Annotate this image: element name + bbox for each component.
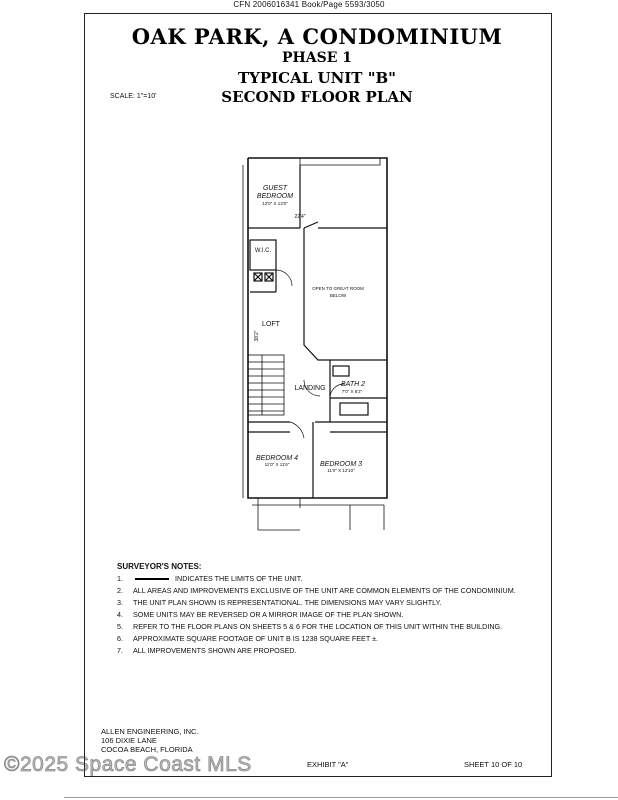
note-number: 1. [117, 574, 123, 583]
bedroom-4-dim: 11'0" X 11'6" [264, 462, 290, 467]
interior-walls [248, 165, 387, 498]
note-text: ALL IMPROVEMENTS SHOWN ARE PROPOSED. [133, 646, 297, 655]
stairs [248, 355, 284, 415]
title-phase: PHASE 1 [281, 50, 352, 66]
note-text: ALL AREAS AND IMPROVEMENTS EXCLUSIVE OF THE UNIT ARE COMMON ELEMENTS OF THE CONDOMINIUM. [133, 586, 516, 595]
note-item [117, 598, 537, 607]
dimension-side: 38'2" [254, 330, 260, 342]
note-text: APPROXIMATE SQUARE FOOTAGE OF UNIT B IS 1238 SQUARE FEET ±. [133, 634, 379, 643]
scale-label: SCALE: 1"=10' [110, 93, 157, 100]
note-number: 4. [117, 610, 123, 619]
note-number: 6. [117, 634, 123, 643]
bath-2-label: BATH 2 [341, 381, 365, 388]
mls-watermark: ©2025 Space Coast MLS [4, 753, 252, 776]
note-text: THE UNIT PLAN SHOWN IS REPRESENTATIONAL. THE DIMENSIONS MAY VARY SLIGHTLY. [133, 598, 442, 607]
dimension-top: 22'4" [294, 214, 306, 220]
loft-label: LOFT [262, 321, 280, 328]
bottom-rule [64, 797, 618, 798]
note-item [117, 586, 537, 595]
recording-reference: CFN 2006016341 Book/Page 5593/3050 [233, 0, 385, 9]
sheet-number: SHEET 10 OF 10 [464, 760, 523, 769]
open-to-great-room: OPEN TO GREAT ROOM [312, 286, 364, 291]
bedroom-4-label: BEDROOM 4 [255, 455, 299, 462]
surveyor-notes [117, 562, 537, 658]
note-item [117, 646, 537, 655]
note-number: 3. [117, 598, 123, 607]
firm-street: 106 DIXIE LANE [101, 736, 157, 745]
guest-bedroom-label-2: BEDROOM [256, 193, 294, 200]
guest-bedroom-dim: 12'0" X 13'0" [262, 201, 288, 206]
note-text: REFER TO THE FLOOR PLANS ON SHEETS 5 & 6 FOR THE LOCATION OF THIS UNIT WITHIN THE BUILDING. [133, 622, 503, 631]
title-unit: TYPICAL UNIT "B" [237, 69, 396, 87]
guest-bedroom-label: GUEST [262, 185, 288, 192]
firm-name: ALLEN ENGINEERING, INC. [101, 727, 199, 736]
firm-city: COCOA BEACH, FLORIDA [101, 745, 193, 754]
exhibit-label: EXHIBIT "A" [307, 760, 349, 769]
outer-walls [243, 158, 387, 530]
title-floor-plan: SECOND FLOOR PLAN [221, 88, 413, 106]
engineering-firm [101, 727, 199, 754]
title-condominium: OAK PARK, A CONDOMINIUM [131, 24, 503, 49]
bedroom-3-label: BEDROOM 3 [319, 461, 363, 468]
wic-label: W.I.C. [254, 248, 272, 254]
note-item [117, 634, 537, 643]
note-number: 7. [117, 646, 123, 655]
note-text: SOME UNITS MAY BE REVERSED OR A MIRROR IMAGE OF THE PLAN SHOWN. [133, 610, 404, 619]
note-item [117, 574, 537, 583]
bedroom-3-dim: 11'0" X 12'10" [327, 468, 355, 473]
note-item [117, 622, 537, 631]
note-item [117, 610, 537, 619]
notes-title: SURVEYOR'S NOTES: [117, 562, 202, 571]
unit-limit-line-icon [135, 578, 169, 580]
landing-label: LANDING [294, 385, 326, 392]
note-text: INDICATES THE LIMITS OF THE UNIT. [175, 574, 303, 583]
note-number: 5. [117, 622, 123, 631]
open-to-below: BELOW [329, 293, 347, 298]
bath-2-dim: 7'0" X 8'2" [341, 389, 363, 394]
note-number: 2. [117, 586, 123, 595]
